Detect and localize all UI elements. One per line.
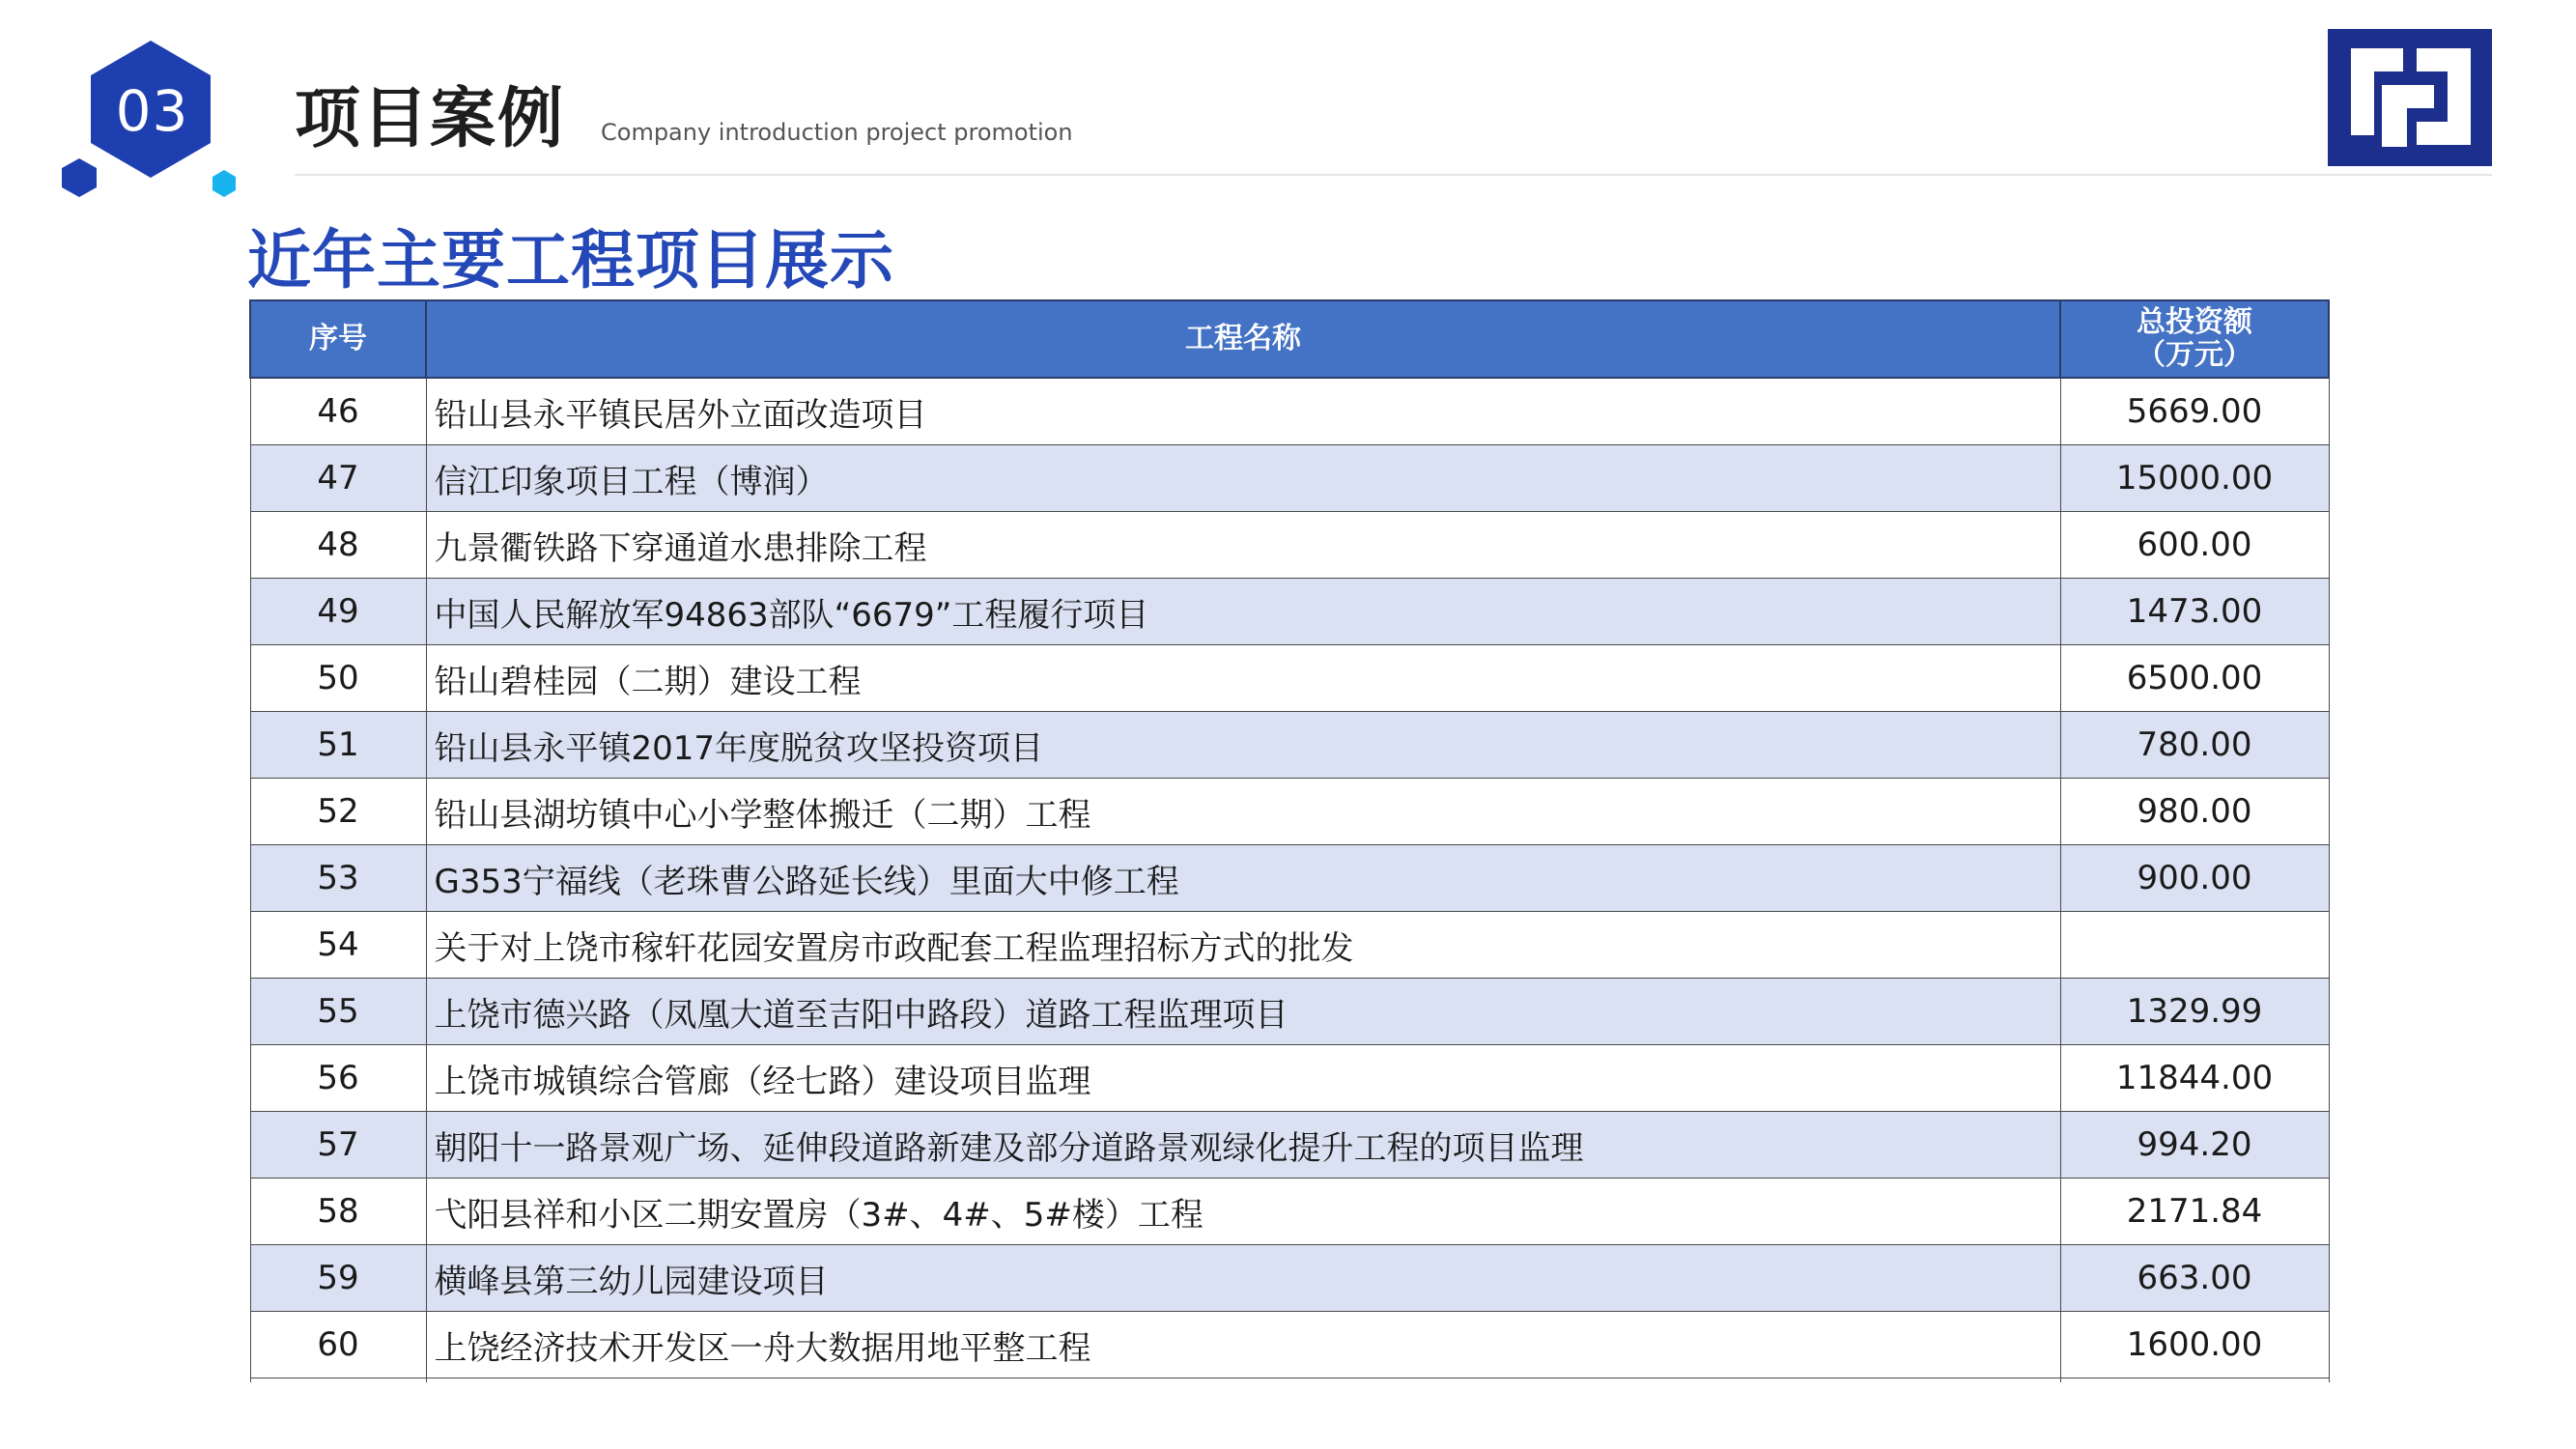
cell-index: 58 bbox=[250, 1179, 426, 1245]
table-row bbox=[250, 979, 2329, 1045]
cell-index: 49 bbox=[250, 579, 426, 645]
cell-amount bbox=[2060, 912, 2329, 979]
cell-index: 60 bbox=[250, 1312, 426, 1378]
cell-index: 54 bbox=[250, 912, 426, 979]
cell-amount: 980.00 bbox=[2060, 779, 2329, 845]
cell-index: 56 bbox=[250, 1045, 426, 1112]
table-row bbox=[250, 779, 2329, 845]
table-row bbox=[250, 445, 2329, 512]
table-row bbox=[250, 912, 2329, 979]
cell-index: 51 bbox=[250, 712, 426, 779]
table-row bbox=[250, 845, 2329, 912]
cell-project-name: 上饶市德兴路（凤凰大道至吉阳中路段）道路工程监理项目 bbox=[426, 979, 2060, 1045]
cell-cutoff bbox=[250, 1378, 426, 1383]
table-row bbox=[250, 1112, 2329, 1179]
column-header-index: 序号 bbox=[250, 300, 426, 378]
cell-index: 46 bbox=[250, 378, 426, 445]
cell-project-name: 中国人民解放军94863部队“6679”工程履行项目 bbox=[426, 579, 2060, 645]
small-hexagon-shape bbox=[62, 158, 97, 197]
table-row bbox=[250, 1179, 2329, 1245]
table-body bbox=[250, 378, 2329, 1382]
cell-project-name: 关于对上饶市稼轩花园安置房市政配套工程监理招标方式的批发 bbox=[426, 912, 2060, 979]
cell-project-name: G353宁福线（老珠曹公路延长线）里面大中修工程 bbox=[426, 845, 2060, 912]
table-header-row bbox=[250, 300, 2329, 378]
table-row bbox=[250, 1312, 2329, 1378]
cell-index: 53 bbox=[250, 845, 426, 912]
page-subtitle: Company introduction project promotion bbox=[601, 119, 1073, 146]
cell-project-name: 信江印象项目工程（博润） bbox=[426, 445, 2060, 512]
table-row bbox=[250, 645, 2329, 712]
cell-project-name: 上饶市城镇综合管廊（经七路）建设项目监理 bbox=[426, 1045, 2060, 1112]
cell-amount: 663.00 bbox=[2060, 1245, 2329, 1312]
section-heading: 近年主要工程项目展示 bbox=[247, 223, 894, 298]
cell-project-name: 九景衢铁路下穿通道水患排除工程 bbox=[426, 512, 2060, 579]
cell-index: 52 bbox=[250, 779, 426, 845]
cell-amount: 1473.00 bbox=[2060, 579, 2329, 645]
header-divider bbox=[295, 174, 2492, 176]
cell-amount: 15000.00 bbox=[2060, 445, 2329, 512]
company-logo bbox=[2328, 29, 2492, 166]
cell-amount: 2171.84 bbox=[2060, 1179, 2329, 1245]
cell-project-name: 横峰县第三幼儿园建设项目 bbox=[426, 1245, 2060, 1312]
cell-amount: 5669.00 bbox=[2060, 378, 2329, 445]
cell-index: 59 bbox=[250, 1245, 426, 1312]
page-title: 项目案例 bbox=[295, 81, 566, 157]
cell-project-name: 铅山县湖坊镇中心小学整体搬迁（二期）工程 bbox=[426, 779, 2060, 845]
cell-project-name: 弋阳县祥和小区二期安置房（3#、4#、5#楼）工程 bbox=[426, 1179, 2060, 1245]
cell-project-name: 铅山县永平镇2017年度脱贫攻坚投资项目 bbox=[426, 712, 2060, 779]
column-header-name: 工程名称 bbox=[426, 300, 2060, 378]
column-header-amount-line1: 总投资额 bbox=[2137, 305, 2252, 339]
cell-index: 57 bbox=[250, 1112, 426, 1179]
cell-project-name: 上饶经济技术开发区一舟大数据用地平整工程 bbox=[426, 1312, 2060, 1378]
tiny-hexagon-shape bbox=[212, 170, 236, 197]
cell-amount: 6500.00 bbox=[2060, 645, 2329, 712]
cell-amount: 11844.00 bbox=[2060, 1045, 2329, 1112]
projects-table bbox=[249, 299, 2328, 1382]
cell-index: 48 bbox=[250, 512, 426, 579]
table-row bbox=[250, 512, 2329, 579]
cell-amount: 780.00 bbox=[2060, 712, 2329, 779]
cell-project-name: 铅山碧桂园（二期）建设工程 bbox=[426, 645, 2060, 712]
cell-amount: 900.00 bbox=[2060, 845, 2329, 912]
table-row bbox=[250, 1245, 2329, 1312]
cell-index: 55 bbox=[250, 979, 426, 1045]
column-header-amount bbox=[2060, 300, 2329, 378]
cell-index: 47 bbox=[250, 445, 426, 512]
column-header-amount-line2: （万元） bbox=[2137, 338, 2252, 372]
cell-amount: 1600.00 bbox=[2060, 1312, 2329, 1378]
cell-amount: 600.00 bbox=[2060, 512, 2329, 579]
cell-cutoff bbox=[426, 1378, 2060, 1383]
table-row bbox=[250, 378, 2329, 445]
cell-project-name: 铅山县永平镇民居外立面改造项目 bbox=[426, 378, 2060, 445]
cell-amount: 994.20 bbox=[2060, 1112, 2329, 1179]
table-row-cutoff bbox=[250, 1378, 2329, 1383]
cell-cutoff bbox=[2060, 1378, 2329, 1383]
cell-index: 50 bbox=[250, 645, 426, 712]
table-row bbox=[250, 1045, 2329, 1112]
table-row bbox=[250, 712, 2329, 779]
cell-project-name: 朝阳十一路景观广场、延伸段道路新建及部分道路景观绿化提升工程的项目监理 bbox=[426, 1112, 2060, 1179]
cell-amount: 1329.99 bbox=[2060, 979, 2329, 1045]
table-row bbox=[250, 579, 2329, 645]
section-number: 03 bbox=[115, 78, 189, 144]
